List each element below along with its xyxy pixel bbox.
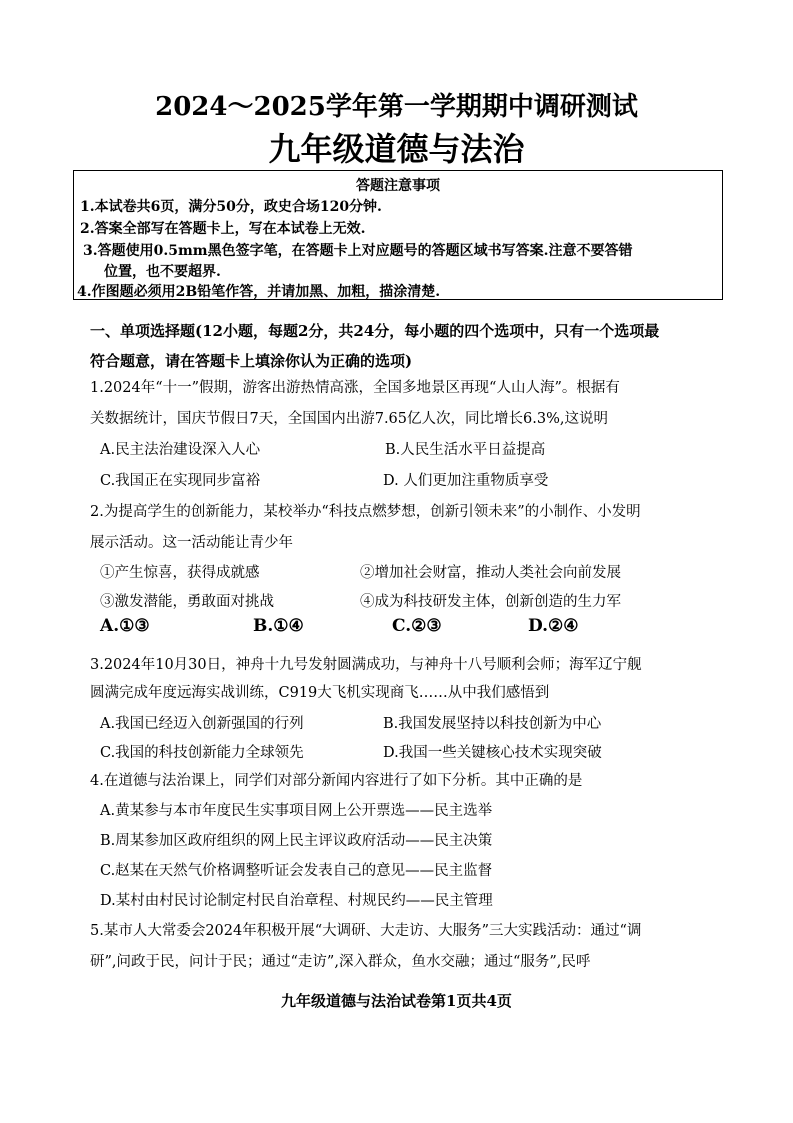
question-2-option-b: B.①④ — [253, 616, 304, 636]
notice-item: 3.答题使用0.5mm黑色签字笔，在答题卡上对应题号的答题区域书写答案.注意不要答错 — [83, 243, 633, 259]
question-5-stem: 研”,问政于民，问计于民；通过“走访”,深入群众，鱼水交融；通过“服务”,民呼 — [90, 954, 591, 970]
question-5-stem: 5.某市人大常委会2024年积极开展“大调研、大走访、大服务”三大实践活动：通过“调 — [90, 923, 642, 939]
question-1-stem: 关数据统计，国庆节假日7天，全国国内出游7.65亿人次，同比增长6.3%,这说明 — [90, 411, 608, 427]
question-2-stem: 展示活动。这一活动能让青少年 — [90, 535, 293, 551]
question-3-option-d: D.我国一些关键核心技术实现突破 — [383, 745, 602, 761]
question-1-option-a: A.民主法治建设深入人心 — [100, 442, 261, 458]
notice-item: 2.答案全部写在答题卡上，写在本试卷上无效. — [80, 221, 366, 237]
exam-title: 2024～2025学年第一学期期中调研测试 — [155, 92, 638, 122]
question-2-statement-3: ③激发潜能，勇敢面对挑战 — [100, 594, 274, 610]
question-1-option-d: D. 人们更加注重物质享受 — [383, 473, 549, 489]
question-1-option-b: B.人民生活水平日益提高 — [385, 442, 546, 458]
page-footer: 九年级道德与法治试卷第1页共4页 — [281, 992, 512, 1010]
question-2-statement-1: ①产生惊喜，获得成就感 — [100, 565, 260, 581]
question-1-option-c: C.我国正在实现同步富裕 — [100, 473, 261, 489]
section-line: 一、单项选择题(12小题，每题2分，共24分，每小题的四个选项中，只有一个选项最 — [90, 322, 660, 340]
section-line: 符合题意，请在答题卡上填涂你认为正确的选项) — [90, 352, 413, 370]
question-3-option-a: A.我国已经迈入创新强国的行列 — [100, 716, 304, 732]
question-2-statement-4: ④成为科技研发主体，创新创造的生力军 — [360, 594, 621, 610]
question-3-option-c: C.我国的科技创新能力全球领先 — [100, 745, 304, 761]
question-3-option-b: B.我国发展坚持以科技创新为中心 — [383, 716, 602, 732]
question-4-option-b: B.周某参加区政府组织的网上民主评议政府活动——民主决策 — [100, 833, 493, 849]
question-4-option-a: A.黄某参与本市年度民生实事项目网上公开票选——民主选举 — [100, 803, 493, 819]
question-2-option-d: D.②④ — [528, 616, 579, 636]
question-2-option-a: A.①③ — [100, 616, 150, 636]
question-2-stem: 2.为提高学生的创新能力，某校举办“科技点燃梦想，创新引领未来”的小制作、小发明 — [90, 504, 641, 520]
section-heading — [90, 316, 730, 376]
notice-title: 答题注意事项 — [356, 178, 440, 194]
notice-item: 4.作图题必须用2B铅笔作答，并请加黑、加粗，描涂清楚. — [77, 284, 441, 300]
question-3-stem: 圆满完成年度远海实战训练，C919大飞机实现商飞……从中我们感悟到 — [90, 685, 550, 701]
question-3-stem: 3.2024年10月30日，神舟十九号发射圆满成功，与神舟十八号顺利会师；海军辽宁舰 — [90, 657, 642, 673]
notice-box — [73, 170, 723, 300]
question-2-option-c: C.②③ — [392, 616, 442, 636]
question-4-stem: 4.在道德与法治课上，同学们对部分新闻内容进行了如下分析。其中正确的是 — [90, 773, 583, 789]
subject-title: 九年级道德与法治 — [268, 130, 525, 168]
notice-item: 1.本试卷共6页，满分50分，政史合场120分钟. — [80, 199, 382, 215]
question-2-statement-2: ②增加社会财富，推动人类社会向前发展 — [360, 565, 621, 581]
notice-item: 位置，也不要超界. — [104, 264, 221, 280]
question-1-stem: 1.2024年“十一”假期，游客出游热情高涨，全国多地景区再现“人山人海”。根据有 — [90, 380, 620, 396]
question-4-option-c: C.赵某在天然气价格调整听证会发表自己的意见——民主监督 — [100, 863, 493, 879]
question-4-option-d: D.某村由村民讨论制定村民自治章程、村规民约——民主管理 — [100, 893, 493, 909]
